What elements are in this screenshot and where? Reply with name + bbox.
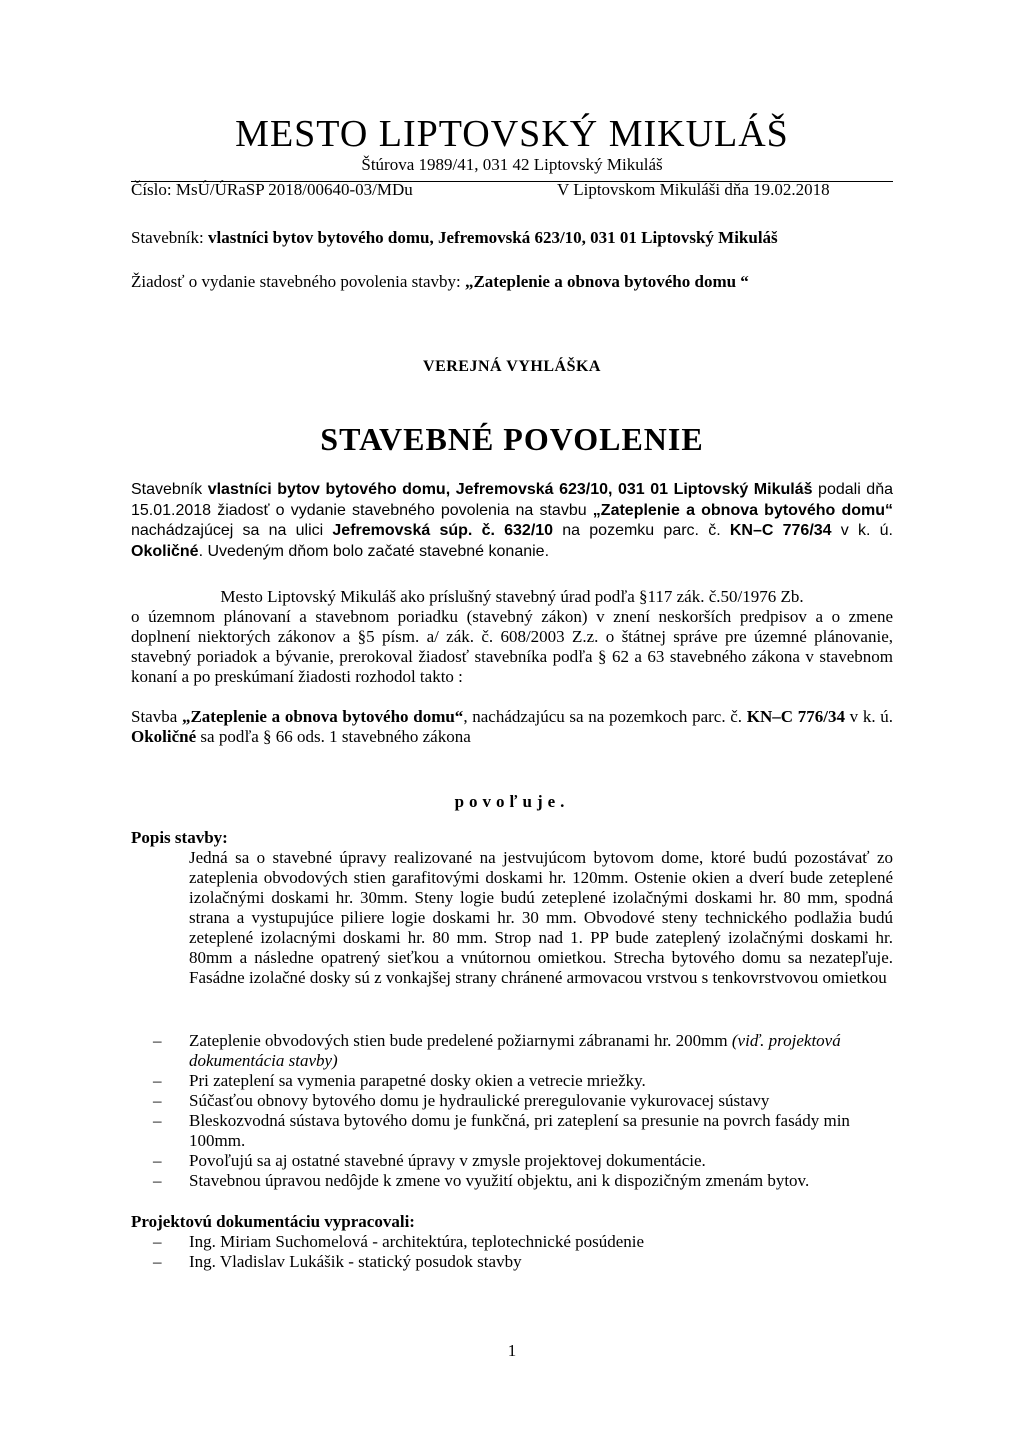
bullet-text: Povoľujú sa aj ostatné stavebné úpravy v zmysle projektovej dokumentácie. [189,1151,706,1170]
application-builder: vlastníci bytov bytového domu, Jefremovská 623/10, 031 01 Liptovský Mikuláš [207,481,813,498]
dash-icon: – [153,1151,162,1170]
application-text: nachádzajúcej sa na ulici [131,522,333,539]
builder-line [131,228,893,248]
dash-icon: – [153,1071,162,1090]
building-permit-title: STAVEBNÉ POVOLENIE [320,421,704,457]
decision-text: Stavba [131,707,182,726]
bullet-text: Stavebnou úpravou nedôjde k zmene vo využití objektu, ani k dispozičným zmenám bytov. [189,1171,810,1190]
application-street: Jefremovská súp. č. 632/10 [332,522,554,539]
dash-icon: – [153,1232,162,1251]
city-title: MESTO LIPTOVSKÝ MIKULÁŠ [235,113,789,155]
legal-line-1: Mesto Liptovský Mikuláš ako príslušný stavebný úrad podľa §117 zák. č.50/1976 Zb. [220,587,804,606]
list-item [131,1252,893,1272]
dash-icon: – [153,1252,162,1271]
decision-text: sa podľa § 66 ods. 1 stavebného zákona [196,727,471,746]
builder-name: vlastníci bytov bytového domu, Jefremovská 623/10, 031 01 Liptovský Mikuláš [207,228,778,247]
reference-number: Číslo: MsÚ/ÚRaSP 2018/00640-03/MDu [131,180,413,199]
application-paragraph [131,480,893,562]
permits-verdict: povoľuje. [454,792,570,811]
decision-cadastral: Okoličné [131,727,197,746]
list-item [131,1171,893,1191]
dash-icon: – [153,1031,162,1050]
bullet-text: Súčasťou obnovy bytového domu je hydraulické preregulovanie vykurovacej sústavy [189,1091,770,1110]
bullet-text: Bleskozvodná sústava bytového domu je funkčná, pri zateplení sa presunie na povrch fasády min 100mm. [189,1111,850,1150]
application-text: na pozemku parc. č. [553,522,730,539]
author-name: Ing. Vladislav Lukášik - statický posudok stavby [189,1252,522,1271]
author-name: Ing. Miriam Suchomelová - architektúra, teplotechnické posúdenie [189,1232,645,1251]
place-date: V Liptovskom Mikuláši dňa 19.02.2018 [557,180,830,199]
page-number: 1 [507,1341,517,1360]
decision-paragraph [131,707,893,747]
bullet-text: Zateplenie obvodových stien bude predelené požiarnymi zábranami hr. 200mm [189,1031,732,1050]
city-address: Štúrova 1989/41, 031 42 Liptovský Mikuláš [361,155,663,174]
request-prefix: Žiadosť o vydanie stavebného povolenia stavby: [131,272,465,291]
description-bullets [131,1031,893,1191]
request-project: „Zateplenie a obnova bytového domu “ [464,272,749,291]
application-text: podali dňa 15.01.2018 žiadosť o vydanie stavebného povolenia na stavbu [131,481,893,519]
builder-label: Stavebník: [131,228,208,247]
documentation-authors [131,1232,893,1272]
description-heading: Popis stavby: [131,828,228,847]
dash-icon: – [153,1111,162,1130]
documentation-heading: Projektovú dokumentáciu vypracovali: [131,1212,415,1231]
application-text: . Uvedeným dňom bolo začaté stavebné konanie. [198,542,550,560]
decision-text: v k. ú. [844,707,894,726]
list-item [131,1091,893,1111]
public-notice-title: VEREJNÁ VYHLÁŠKA [423,358,601,375]
dash-icon: – [153,1091,162,1110]
list-item [131,1031,893,1071]
application-text: Stavebník [131,481,208,498]
list-item [131,1111,893,1151]
description-text: Jedná sa o stavebné úpravy realizované na jestvujúcom bytovom dome, ktoré budú pozostávať zo zateplenia obvodových stien garafitovými doskami hr. 120mm. Ostenie okien a dverí bude zeteplené izolačnými doskami hr. 30mm. Steny logie budú zeteplené izolačnými doskami hr. 80 mm, spodná strana a vystupujúce piliere logie doskami hr. 30 mm. Obvodové steny technického podlažia budú zeteplené izolacnými doskami hr. 80 mm. Strop nad 1. PP bude zateplený izolačnými doskami hr. 80mm a následne opatrený sieťkou a vnútornou omietkou. Strecha bytového domu sa nezatepľuje. Fasádne izolačné dosky sú z vonkajšej strany chránené armovacou vrstvou s tenkovrstvovou omietkou [189,848,893,987]
decision-project: „Zateplenie a obnova bytového domu“ [181,707,464,726]
bullet-text: Pri zateplení sa vymenia parapetné dosky okien a vetrecie mriežky. [189,1071,646,1090]
decision-text: , nachádzajúcu sa na pozemkoch parc. č. [463,707,747,726]
application-project: „Zateplenie a obnova bytového domu“ [592,501,894,519]
request-line [131,272,893,292]
application-parcel: KN–C 776/34 [729,522,832,539]
application-text: v k. ú. [831,522,893,539]
list-item [131,1071,893,1091]
dash-icon: – [153,1171,162,1190]
list-item [131,1151,893,1171]
legal-paragraph: o územnom plánovaní a stavebnom poriadku (stavebný zákon) v znení neskorších predpisov a o zmene doplnení niektorých zákonov a §5 písm. a/ zák. č. 608/2003 Z.z. o štátnej správe pre územné plánovanie, stavebný poriadok a bývanie, prerokoval žiadosť stavebníka podľa § 62 a 63 stavebného zákona v stavebnom konaní a po preskúmaní žiadosti rozhodol takto : [131,607,893,686]
decision-parcel: KN–C 776/34 [746,707,845,726]
list-item [131,1232,893,1252]
bullet-italic-note: (viď. projektová dokumentácia stavby) [189,1031,841,1070]
application-cadastral: Okoličné [131,542,199,560]
